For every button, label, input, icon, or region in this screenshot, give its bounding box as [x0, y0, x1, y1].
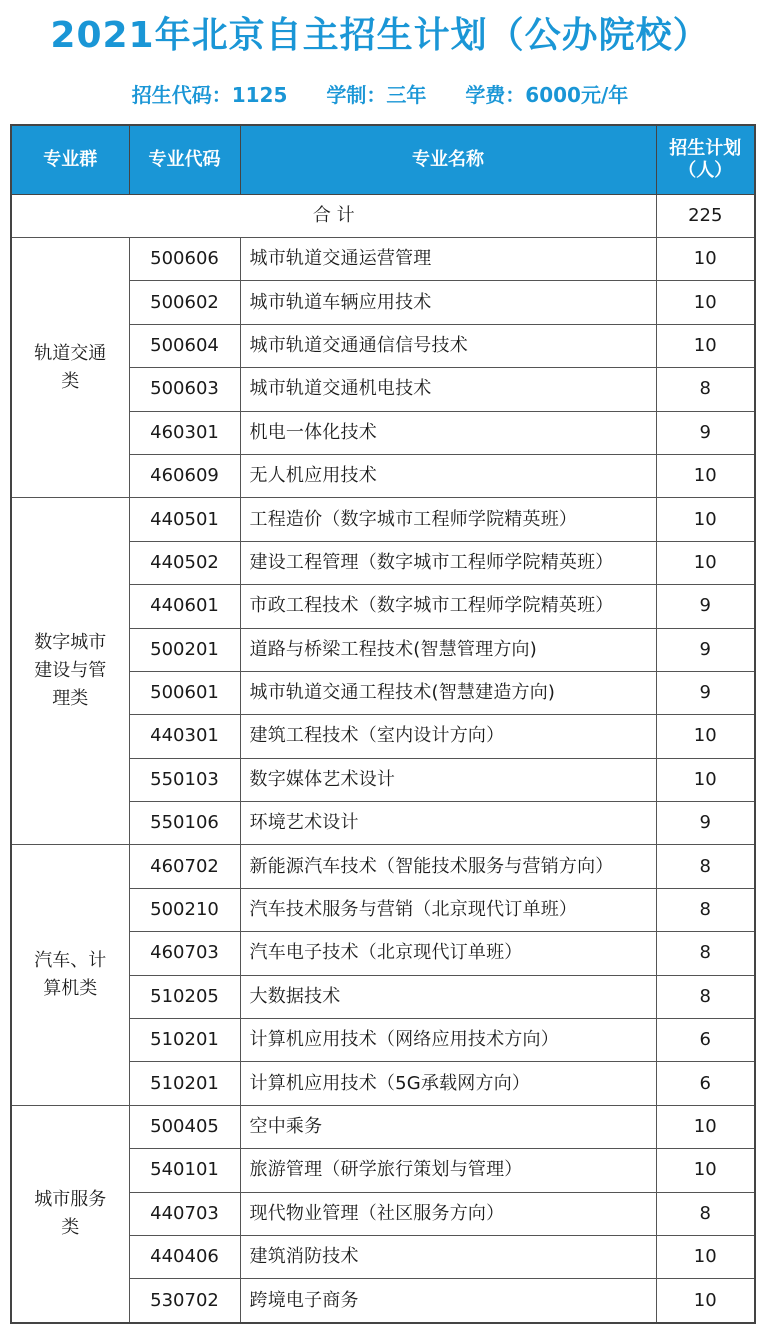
- code-cell: 440501: [129, 498, 240, 541]
- enrollment-code: 招生代码：1125: [131, 83, 288, 107]
- code-cell: 500603: [129, 368, 240, 411]
- plan-cell: 10: [656, 541, 755, 584]
- name-cell: 汽车技术服务与营销（北京现代订单班）: [240, 888, 656, 931]
- page-title: 2021年北京自主招生计划（公办院校）: [50, 15, 710, 56]
- plan-cell: 10: [656, 498, 755, 541]
- code-cell: 540101: [129, 1149, 240, 1192]
- plan-cell: 8: [656, 888, 755, 931]
- name-cell: 机电一体化技术: [240, 411, 656, 454]
- table-row: [11, 1105, 755, 1148]
- name-cell: 数字媒体艺术设计: [240, 758, 656, 801]
- total-value: 225: [656, 195, 755, 238]
- name-cell: 新能源汽车技术（智能技术服务与营销方向）: [240, 845, 656, 888]
- header-code: 专业代码: [129, 125, 240, 195]
- subtitle: [0, 78, 760, 112]
- plan-cell: 6: [656, 1019, 755, 1062]
- group-cell: [11, 845, 129, 1105]
- table-row: [11, 845, 755, 888]
- total-row: [11, 195, 755, 238]
- header-name: 专业名称: [240, 125, 656, 195]
- code-cell: 440703: [129, 1192, 240, 1235]
- group-label: 汽车、计算机类: [34, 950, 107, 1000]
- header-plan-label: 招生计划（人）: [669, 138, 742, 181]
- name-cell: 旅游管理（研学旅行策划与管理）: [240, 1149, 656, 1192]
- name-cell: 城市轨道交通工程技术(智慧建造方向): [240, 671, 656, 714]
- name-cell: 汽车电子技术（北京现代订单班）: [240, 932, 656, 975]
- header-plan: [656, 125, 755, 195]
- enrollment-table: [10, 124, 756, 1324]
- total-label: 合 计: [11, 195, 656, 238]
- plan-cell: 9: [656, 411, 755, 454]
- code-cell: 500606: [129, 238, 240, 281]
- code-cell: 500601: [129, 671, 240, 714]
- name-cell: 环境艺术设计: [240, 802, 656, 845]
- plan-cell: 8: [656, 975, 755, 1018]
- group-label: 城市服务类: [34, 1188, 107, 1238]
- plan-cell: 10: [656, 454, 755, 497]
- code-cell: 500405: [129, 1105, 240, 1148]
- table-header-row: [11, 125, 755, 195]
- plan-cell: 6: [656, 1062, 755, 1105]
- group-label: 数字城市建设与管理类: [34, 632, 107, 710]
- tuition-fee: 学费：6000元/年: [465, 83, 629, 107]
- name-cell: 城市轨道交通机电技术: [240, 368, 656, 411]
- name-cell: 建筑工程技术（室内设计方向）: [240, 715, 656, 758]
- code-cell: 460301: [129, 411, 240, 454]
- plan-cell: 10: [656, 238, 755, 281]
- table-row: [11, 498, 755, 541]
- code-cell: 460702: [129, 845, 240, 888]
- code-cell: 500210: [129, 888, 240, 931]
- plan-cell: 8: [656, 1192, 755, 1235]
- plan-cell: 10: [656, 1235, 755, 1278]
- code-cell: 510205: [129, 975, 240, 1018]
- code-cell: 500602: [129, 281, 240, 324]
- code-cell: 550103: [129, 758, 240, 801]
- plan-cell: 10: [656, 324, 755, 367]
- code-cell: 500604: [129, 324, 240, 367]
- code-cell: 460703: [129, 932, 240, 975]
- code-cell: 550106: [129, 802, 240, 845]
- name-cell: 计算机应用技术（5G承载网方向）: [240, 1062, 656, 1105]
- group-cell: [11, 238, 129, 498]
- name-cell: 现代物业管理（社区服务方向）: [240, 1192, 656, 1235]
- code-cell: 440301: [129, 715, 240, 758]
- name-cell: 城市轨道交通通信信号技术: [240, 324, 656, 367]
- name-cell: 计算机应用技术（网络应用技术方向）: [240, 1019, 656, 1062]
- plan-cell: 10: [656, 1279, 755, 1323]
- plan-cell: 10: [656, 1105, 755, 1148]
- name-cell: 市政工程技术（数字城市工程师学院精英班）: [240, 585, 656, 628]
- plan-cell: 8: [656, 368, 755, 411]
- table-row: [11, 238, 755, 281]
- study-duration: 学制：三年: [326, 83, 427, 107]
- group-label: 轨道交通类: [34, 342, 107, 392]
- code-cell: 440502: [129, 541, 240, 584]
- code-cell: 460609: [129, 454, 240, 497]
- name-cell: 建设工程管理（数字城市工程师学院精英班）: [240, 541, 656, 584]
- code-cell: 510201: [129, 1019, 240, 1062]
- code-cell: 440406: [129, 1235, 240, 1278]
- name-cell: 跨境电子商务: [240, 1279, 656, 1323]
- plan-cell: 9: [656, 802, 755, 845]
- code-cell: 440601: [129, 585, 240, 628]
- name-cell: 建筑消防技术: [240, 1235, 656, 1278]
- plan-cell: 9: [656, 585, 755, 628]
- plan-cell: 8: [656, 932, 755, 975]
- name-cell: 空中乘务: [240, 1105, 656, 1148]
- code-cell: 510201: [129, 1062, 240, 1105]
- name-cell: 城市轨道车辆应用技术: [240, 281, 656, 324]
- group-cell: [11, 1105, 129, 1322]
- plan-cell: 10: [656, 758, 755, 801]
- name-cell: 大数据技术: [240, 975, 656, 1018]
- code-cell: 530702: [129, 1279, 240, 1323]
- plan-cell: 10: [656, 281, 755, 324]
- plan-cell: 10: [656, 1149, 755, 1192]
- code-cell: 500201: [129, 628, 240, 671]
- name-cell: 道路与桥梁工程技术(智慧管理方向): [240, 628, 656, 671]
- plan-cell: 10: [656, 715, 755, 758]
- name-cell: 工程造价（数字城市工程师学院精英班）: [240, 498, 656, 541]
- header-group: 专业群: [11, 125, 129, 195]
- plan-cell: 9: [656, 628, 755, 671]
- name-cell: 无人机应用技术: [240, 454, 656, 497]
- name-cell: 城市轨道交通运营管理: [240, 238, 656, 281]
- group-cell: [11, 498, 129, 845]
- plan-cell: 9: [656, 671, 755, 714]
- plan-cell: 8: [656, 845, 755, 888]
